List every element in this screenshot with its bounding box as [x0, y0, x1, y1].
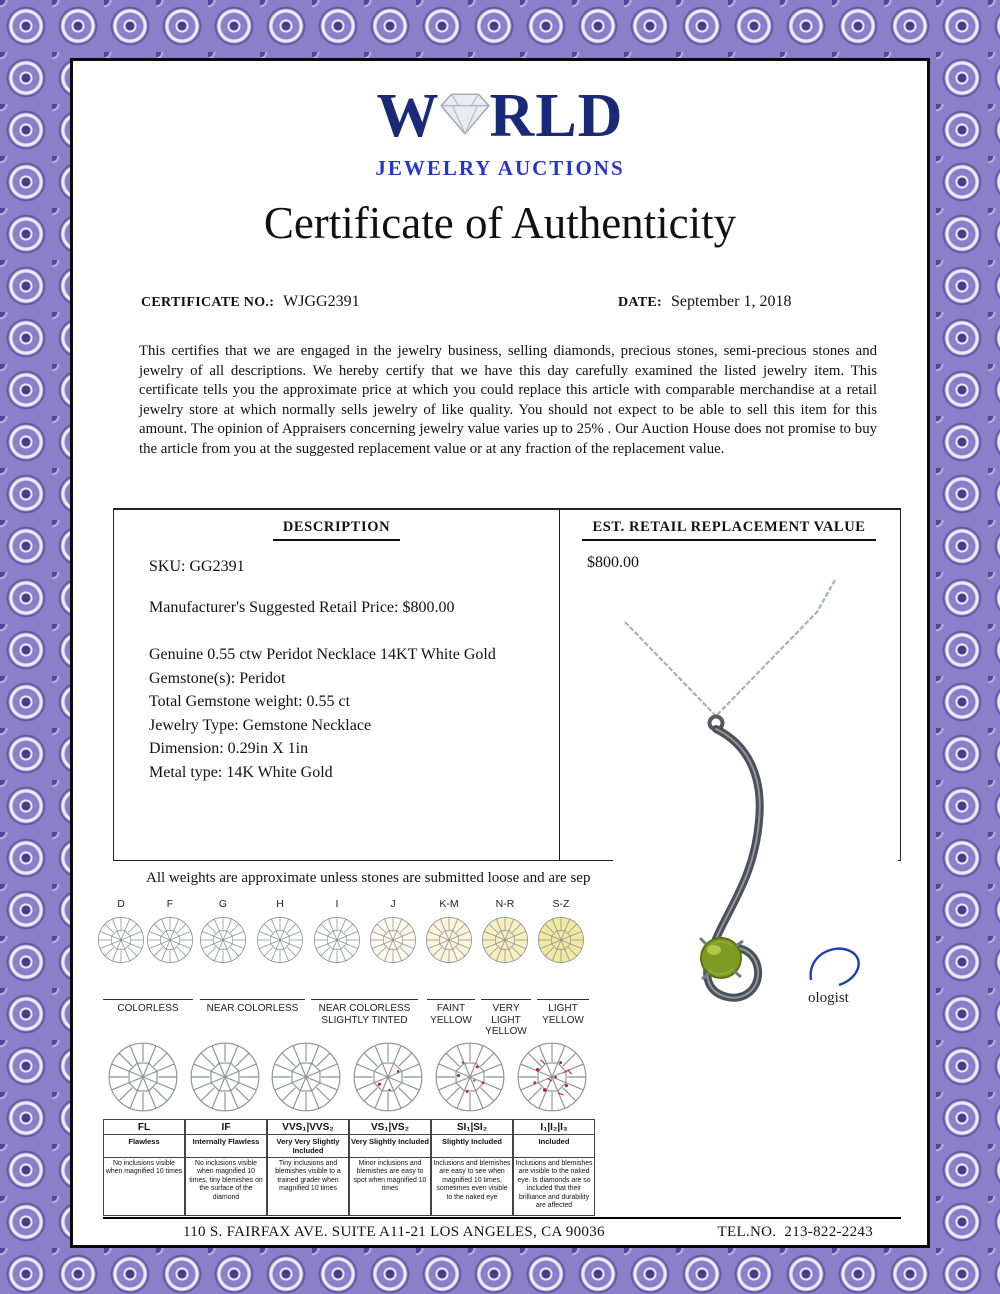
clarity-name: Very Very Slightly Included — [267, 1135, 349, 1158]
clarity-grade: VVS₁|VVS₂ — [267, 1119, 349, 1135]
color-grade-label: N-R — [495, 898, 515, 910]
clarity-grade: FL — [103, 1119, 185, 1135]
color-group-label: NEAR COLORLESS SLIGHTLY TINTED — [318, 1003, 411, 1026]
clarity-description: Minor inclusions and blemishes are easy to spot when magnified 10 times — [349, 1158, 431, 1216]
group-bracket-line — [103, 999, 193, 1000]
detail-line: Metal type: 14K White Gold — [149, 763, 333, 781]
color-grade-label: H — [276, 898, 284, 910]
date-label: DATE: — [618, 295, 663, 310]
diamond-top-icon — [146, 916, 194, 964]
color-group-label: FAINT YELLOW — [430, 1003, 472, 1026]
clarity-table — [103, 1119, 595, 1216]
clarity-grade: IF — [185, 1119, 267, 1135]
color-cell — [369, 898, 417, 964]
color-group — [481, 999, 531, 1038]
chain-right — [716, 580, 835, 716]
group-bracket-line — [200, 999, 305, 1000]
color-cell — [256, 898, 304, 964]
diamond-icon — [439, 89, 491, 137]
clarity-diamond-icon — [352, 1041, 424, 1113]
diamond-top-icon — [313, 916, 361, 964]
color-group-label: NEAR COLORLESS — [206, 1003, 299, 1014]
detail-line: Dimension: 0.29in X 1in — [149, 740, 309, 757]
clarity-grade: I₁|I₂|I₃ — [513, 1119, 595, 1135]
footer-address: 110 S. FAIRFAX AVE. SUITE A11-21 LOS ANGELES, CA 90036 — [183, 1224, 605, 1240]
diamond-top-icon — [425, 916, 473, 964]
certification-text: This certifies that we are engaged in the jewelry business, selling diamonds, precious stones, semi-precious stones and jewelry of all descriptions. We hereby certify that we have this day carefully examined the listed jewelry item. This certificate tells you the approximate price at which you could replace this article with comparable merchandise at a retail jewelry store at which normally sells jewelry of like quality. You should not expect to be able to sell this item for this amount. The opinion of Appraisers concerning jewelry value varies up to 25% . Our Auction House does not promise to buy the article from you at the suggested replacement value or at any fraction of the replacement value. — [139, 343, 877, 457]
color-group-label: VERY LIGHT YELLOW — [485, 1003, 527, 1037]
replacement-value-header: EST. RETAIL REPLACEMENT VALUE — [559, 519, 899, 541]
color-cell — [97, 898, 145, 964]
jewelry-photo — [613, 576, 898, 1013]
item-details — [149, 643, 496, 784]
color-grade-label: I — [335, 898, 339, 910]
color-group — [103, 999, 193, 1015]
clarity-grade: VS₁|VS₂ — [349, 1119, 431, 1135]
color-group — [537, 999, 589, 1026]
color-cell — [313, 898, 361, 964]
footer-divider — [103, 1217, 901, 1219]
estimated-value: $800.00 — [587, 554, 639, 571]
color-grade-label: F — [166, 898, 174, 910]
color-grade-label: J — [390, 898, 396, 910]
detail-line: Total Gemstone weight: 0.55 ct — [149, 693, 351, 710]
color-grade-label: K-M — [439, 898, 459, 910]
color-cell — [481, 898, 529, 964]
clarity-description: Tiny inclusions and blemishes visible to a trained grader when magnified 10 times — [267, 1158, 349, 1216]
diamond-top-icon — [97, 916, 145, 964]
diamond-top-icon — [199, 916, 247, 964]
necklace-image — [613, 576, 898, 1013]
clarity-diamond-icon — [270, 1041, 342, 1113]
color-group-label: COLORLESS — [117, 1003, 179, 1014]
footer-phone: TEL.NO. 213-822-2243 — [717, 1224, 873, 1240]
msrp-line: Manufacturer's Suggested Retail Price: $800.00 — [149, 599, 455, 616]
color-cell — [425, 898, 473, 964]
certificate-date — [618, 293, 791, 311]
color-grade-label: D — [117, 898, 125, 910]
color-cell — [146, 898, 194, 964]
certificate-panel — [70, 58, 930, 1248]
group-bracket-line — [481, 999, 531, 1000]
color-group — [311, 999, 418, 1026]
clarity-name: Included — [513, 1135, 595, 1158]
clarity-name: Flawless — [103, 1135, 185, 1158]
clarity-diamond-icon — [516, 1041, 588, 1113]
brand-word-right: RLD — [489, 82, 624, 150]
detail-line: Jewelry Type: Gemstone Necklace — [149, 716, 372, 734]
chain-left — [625, 622, 716, 716]
group-bracket-line — [427, 999, 475, 1000]
signature-fragment: ologist — [808, 990, 849, 1006]
date-value: September 1, 2018 — [671, 293, 792, 310]
weights-note: All weights are approximate unless stones are submitted loose and are sep — [146, 870, 591, 886]
certificate-number-value: WJGG2391 — [283, 293, 360, 310]
clarity-name: Very Slightly Included — [349, 1135, 431, 1158]
clarity-diamond-icon — [189, 1041, 261, 1113]
clarity-diamond-icon — [434, 1041, 506, 1113]
brand-subtitle: JEWELRY AUCTIONS — [375, 156, 625, 180]
clarity-description: No inclusions visible when magnified 10 times — [103, 1158, 185, 1216]
gem-highlight — [707, 945, 721, 955]
detail-line: Gemstone(s): Peridot — [149, 669, 286, 687]
color-cell — [537, 898, 585, 964]
clarity-name: Slightly Included — [431, 1135, 513, 1158]
detail-line: Genuine 0.55 ctw Peridot Necklace 14KT White Gold — [149, 646, 496, 663]
color-cell — [199, 898, 247, 964]
diamond-top-icon — [481, 916, 529, 964]
clarity-diamond-icon — [107, 1041, 179, 1113]
color-group — [427, 999, 475, 1026]
clarity-description: Inclusions and blemishes are visible to the naked eye. Is diamonds are so included that their brilliance and durability are affected — [513, 1158, 595, 1216]
color-group-label: LIGHT YELLOW — [542, 1003, 584, 1026]
page-title: Certificate of Authenticity — [263, 198, 737, 248]
color-group — [200, 999, 305, 1015]
group-bracket-line — [311, 999, 418, 1000]
clarity-description: Inclusions and blemishes are easy to see when magnified 10 times, sometimes even visible to the naked eye — [431, 1158, 513, 1216]
diamond-top-icon — [256, 916, 304, 964]
brand-logo — [73, 82, 927, 150]
certificate-number-label: CERTIFICATE NO.: — [141, 295, 275, 310]
description-header: DESCRIPTION — [114, 519, 559, 541]
clarity-grade: SI₁|SI₂ — [431, 1119, 513, 1135]
footer — [103, 1224, 901, 1241]
clarity-name: Internally Flawless — [185, 1135, 267, 1158]
diamond-top-icon — [537, 916, 585, 964]
color-grade-label: G — [218, 898, 228, 910]
signature-swoosh — [811, 949, 859, 985]
brand-word-left: W — [376, 82, 440, 150]
group-bracket-line — [537, 999, 589, 1000]
diamond-top-icon — [369, 916, 417, 964]
table-column-divider — [559, 510, 560, 860]
color-grade-label: S-Z — [552, 898, 570, 910]
certificate-number — [141, 293, 360, 311]
sku-line: SKU: GG2391 — [149, 558, 245, 575]
clarity-description: No inclusions visible when magnified 10 times, tiny blemishes on the surface of the diamond — [185, 1158, 267, 1216]
